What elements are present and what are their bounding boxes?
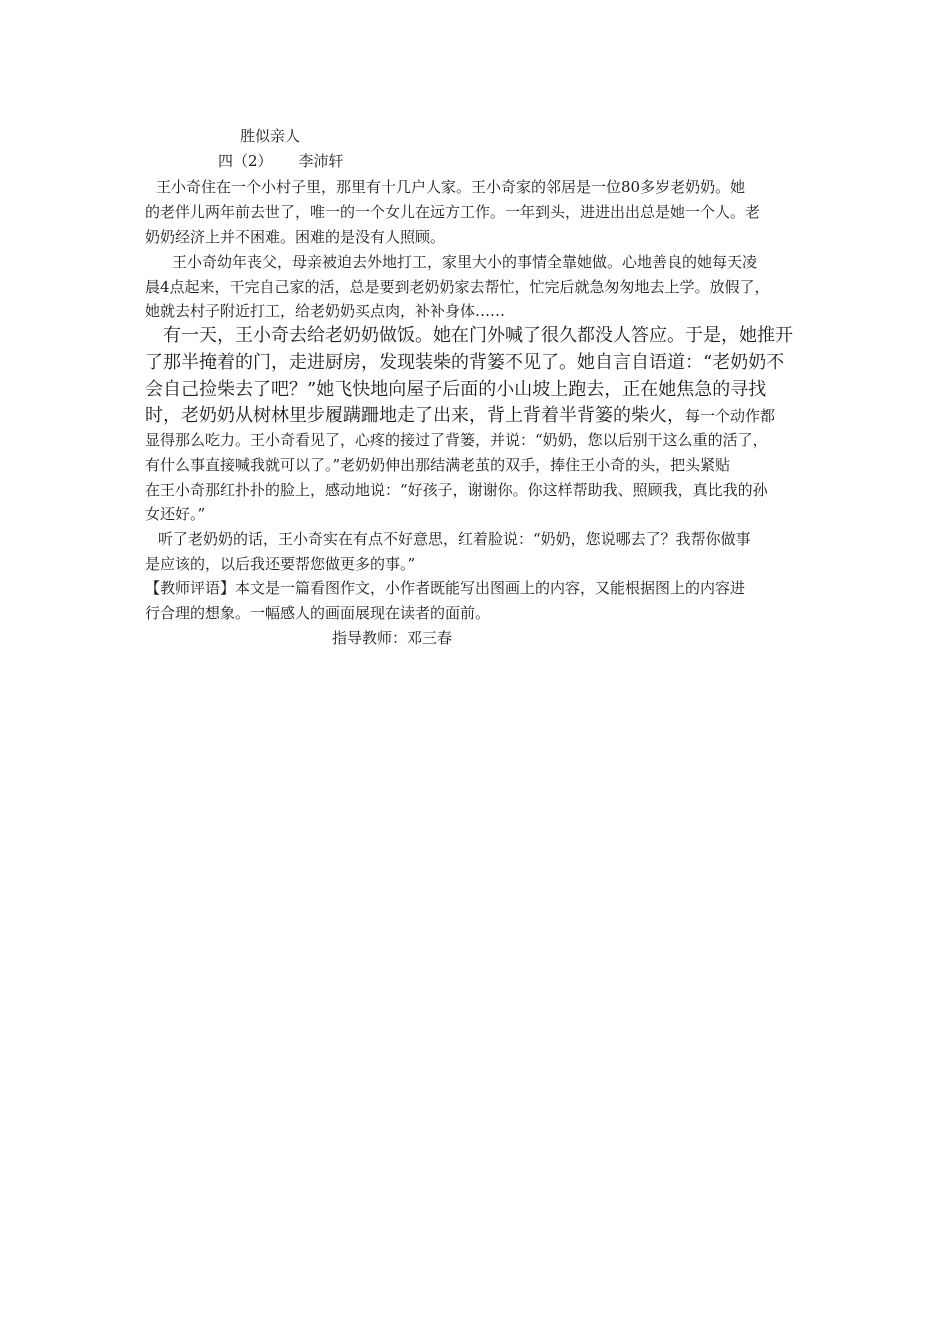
paragraph-4-line-2: 是应该的，以后我还要帮您做更多的事。” (145, 555, 416, 573)
paragraph-2-line-3: 她就去村子附近打工，给老奶奶买点肉，补补身体…… (145, 302, 506, 320)
byline (218, 150, 344, 172)
paragraph-1-line-1: 王小奇住在一个小村子里，那里有十几户人家。王小奇家的邻居是一位80多岁老奶奶。她 (156, 178, 746, 196)
paragraph-1-line-3: 奶奶经济上并不困难。困难的是没有人照顾。 (145, 228, 446, 246)
paragraph-3-line-1: 有一天，王小奇去给老奶奶做饭。她在门外喊了很久都没人答应。于是，她推开 (163, 325, 793, 346)
teacher-comment-line-2: 行合理的想象。一幅感人的画面展现在读者的面前。 (145, 604, 491, 622)
paragraph-3-line-3: 会自己捡柴去了吧？”她飞快地向屋子后面的小山坡上跑去，正在她焦急的寻找 (145, 379, 767, 400)
teacher-comment-line-1: 【教师评语】本文是一篇看图作文，小作者既能写出图画上的内容，又能根据图上的内容进 (145, 579, 746, 597)
paragraph-4-line-1: 听了老奶奶的话，王小奇实在有点不好意思，红着脸说：“奶奶，您说哪去了？我帮你做事 (158, 530, 751, 548)
paragraph-3-line-2: 了那半掩着的门，走进厨房，发现装柴的背篓不见了。她自言自语道：“老奶奶不 (145, 352, 785, 373)
paragraph-1-line-2: 的老伴儿两年前去世了，唯一的一个女儿在远方工作。一年到头，进进出出总是她一个人。老 (145, 203, 761, 221)
paragraph-3-line-4-large: 时，老奶奶从树林里步履蹒跚地走了出来，背上背着半背篓的柴火， (145, 405, 685, 426)
paragraph-2-line-1: 王小奇幼年丧父，母亲被迫去外地打工，家里大小的事情全靠她做。心地善良的她每天凌 (172, 253, 758, 271)
teacher-signature: 指导教师：邓三春 (332, 629, 453, 647)
paragraph-3-line-4-small: 每一个动作都 (685, 407, 776, 425)
paragraph-3-line-8: 女还好。” (145, 505, 206, 523)
author-name: 李沛轩 (298, 152, 344, 170)
paragraph-2-line-2: 晨4点起来，干完自己家的活，总是要到老奶奶家去帮忙，忙完后就急匆匆地去上学。放假了， (145, 278, 770, 296)
class-label: 四（2） (218, 152, 273, 170)
paragraph-3-line-4 (145, 403, 775, 429)
paragraph-3-line-7: 在王小奇那红扑扑的脸上，感动地说：“好孩子，谢谢你。你这样帮助我、照顾我，真比我的孙 (145, 481, 768, 499)
paragraph-3-line-5: 显得那么吃力。王小奇看见了，心疼的接过了背篓，并说：“奶奶，您以后别干这么重的活了， (145, 431, 768, 449)
paragraph-3-line-6: 有什么事直接喊我就可以了。”老奶奶伸出那结满老茧的双手，捧住王小奇的头，把头紧贴 (145, 456, 731, 474)
essay-title: 胜似亲人 (240, 127, 301, 145)
